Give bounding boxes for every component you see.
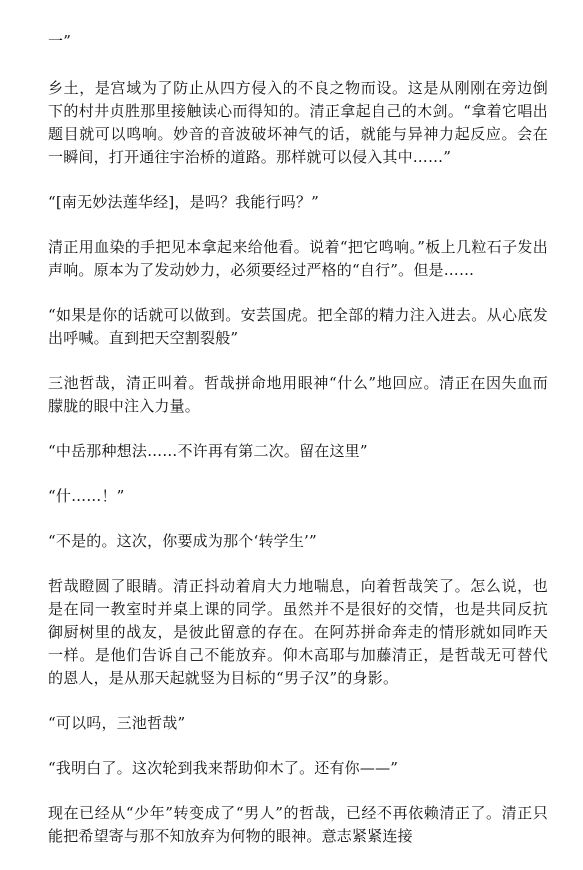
paragraph-1: 一”: [48, 32, 72, 50]
paragraph-12: “我明白了。这次轮到我来帮助仰木了。还有你——”: [48, 759, 399, 777]
paragraph-3: “[南无妙法莲华经]，是吗？我能行吗？”: [48, 193, 320, 211]
paragraph-13: 现在已经从“少年”转变成了“男人”的哲哉，已经不再依赖清正了。清正只能把希望寄与那不知放弃为何物的眼神。意志紧紧连接: [48, 804, 548, 845]
paragraph-6: 三池哲哉，清正叫着。哲哉拼命地用眼神“什么”地回应。清正在因失血而朦胧的眼中注入力量。: [48, 374, 548, 415]
paragraph-7: “中岳那种想法……不许再有第二次。留在这里”: [48, 442, 368, 460]
paragraph-5: “如果是你的话就可以做到。安芸国虎。把全部的精力注入进去。从心底发出呼喊。直到把天空割裂般”: [48, 306, 548, 347]
paragraph-11: “可以吗，三池哲哉”: [48, 714, 186, 732]
paragraph-8: “什……！”: [48, 487, 125, 505]
paragraph-2: 乡土，是宫域为了防止从四方侵入的不良之物而设。这是从刚刚在旁边倒下的村井贞胜那里接触读心而得知的。清正拿起自己的木剑。“拿着它唱出题目就可以鸣响。妙音的音波破坏神气的话，就能与异神力起反应。会在一瞬间，打开通往宇治桥的道路。那样就可以侵入其中……”: [48, 79, 548, 166]
paragraph-10: 哲哉瞪圆了眼睛。清正抖动着肩大力地喘息，向着哲哉笑了。怎么说，也是在同一教室时并桌上课的同学。虽然并不是很好的交情，也是共同反抗御厨树里的战友，是彼此留意的存在。在阿苏拼命奔走的情形就如同昨天一样。是他们告诉自己不能放弃。仰木高耶与加藤清正，是哲哉无可替代的恩人，是从那天起就竖为目标的“男子汉”的身影。: [48, 577, 548, 687]
paragraph-9: “不是的。这次，你要成为那个‘转学生’”: [48, 532, 317, 550]
paragraph-4: 清正用血染的手把见本拿起来给他看。说着“把它鸣响。”板上几粒石子发出声响。原本为了发动妙力，必须要经过严格的“自行”。但是……: [48, 238, 548, 279]
document-page: [48, 30, 548, 870]
